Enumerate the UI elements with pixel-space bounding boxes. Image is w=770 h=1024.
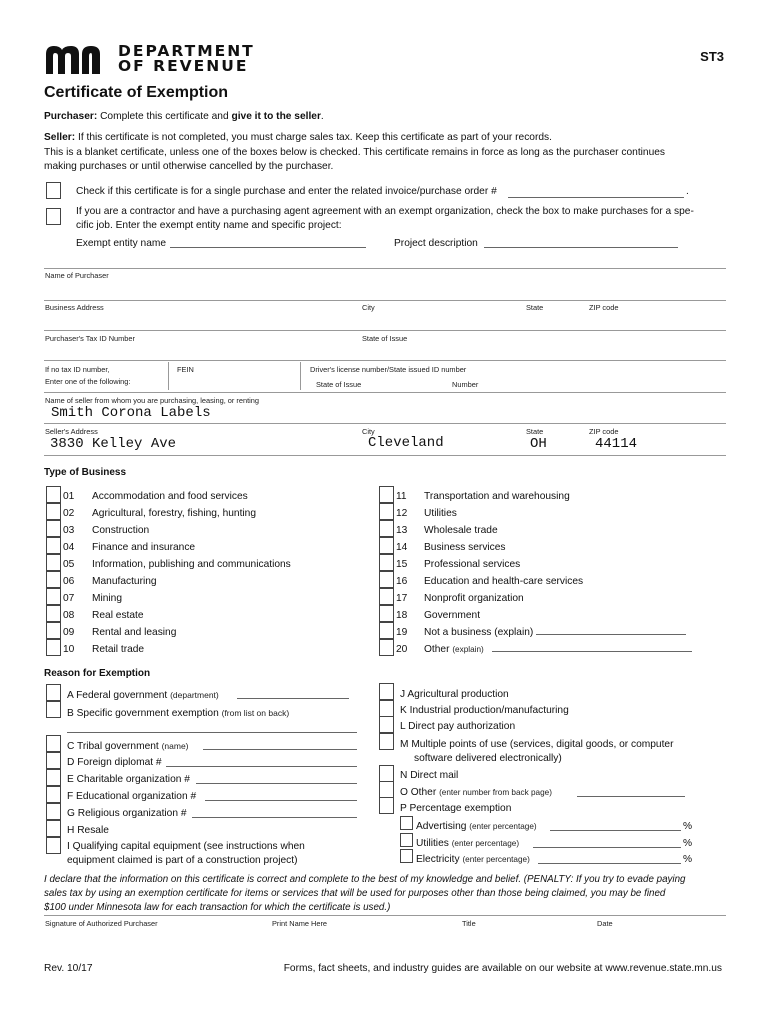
business-right-4-checkbox[interactable] [379,554,394,571]
seller-city-value[interactable]: Cleveland [368,435,444,451]
business-code: 07 [63,593,75,604]
reason-a-label: A Federal government (department) [67,690,219,701]
business-left-7-checkbox[interactable] [46,605,61,622]
reason-f-checkbox[interactable] [46,786,61,803]
reason-m-label-1: M Multiple points of use (services, digital goods, or computer [400,739,674,750]
contractor-line-2: cific job. Enter the exempt entity name and specific project: [76,220,342,231]
seller-zip-label: ZIP code [589,427,619,436]
reason-o-checkbox[interactable] [379,781,394,798]
fein-label: FEIN [177,365,194,374]
declaration-line-3: $100 under Minnesota law for each transaction for which the certificate is used.) [44,902,391,913]
reason-g-checkbox[interactable] [46,803,61,820]
business-left-1-checkbox[interactable] [46,503,61,520]
state-label: State [526,303,544,312]
page-title: Certificate of Exemption [44,84,229,101]
business-right-1-checkbox[interactable] [379,503,394,520]
department-logo-text: DEPARTMENT OF REVENUE [118,42,255,75]
print-name-label: Print Name Here [272,919,328,928]
business-code: 06 [63,576,75,587]
date-label: Date [597,919,613,928]
reason-h-label: H Resale [67,825,109,836]
name-of-purchaser-label: Name of Purchaser [45,271,109,280]
blanket-line-2: making purchases or until otherwise cancelled by the purchaser. [44,161,334,172]
reason-o-label: O Other (enter number from back page) [400,787,552,798]
seller-state-label: State [526,427,544,436]
reason-k-checkbox[interactable] [379,700,394,717]
business-left-2-checkbox[interactable] [46,520,61,537]
reason-j-label: J Agricultural production [400,689,509,700]
purchaser-instruction: Purchaser: Complete this certificate and give it to the seller. [44,111,324,122]
exempt-entity-label: Exempt entity name [76,238,167,249]
business-code: 02 [63,508,75,519]
invoice-number-field[interactable] [508,197,684,198]
title-label: Title [462,919,476,928]
business-label: Rental and leasing [92,627,177,638]
revision: Rev. 10/17 [44,963,93,974]
business-right-9-checkbox[interactable] [379,639,394,656]
footer-text: Forms, fact sheets, and industry guides are available on our website at www.revenue.state.mn.us [283,963,722,974]
seller-address-value[interactable]: 3830 Kelley Ave [50,436,177,452]
business-left-4-checkbox[interactable] [46,554,61,571]
utilities-checkbox[interactable] [400,833,413,847]
business-left-0-checkbox[interactable] [46,486,61,503]
business-label: Mining [92,593,123,604]
business-code: 09 [63,627,75,638]
business-label: Manufacturing [92,576,157,587]
reason-e-checkbox[interactable] [46,769,61,786]
type-of-business-heading: Type of Business [44,467,127,478]
reason-m-checkbox[interactable] [379,733,394,750]
utilities-label: Utilities (enter percentage) [416,838,520,849]
business-code: 12 [396,508,408,519]
tax-id-label: Purchaser's Tax ID Number [45,334,135,343]
business-label: Business services [424,542,506,553]
state-of-issue-label: State of Issue [362,334,408,343]
business-label: Wholesale trade [424,525,498,536]
business-label: Government [424,610,481,621]
reason-p-label: P Percentage exemption [400,803,512,814]
seller-state-value[interactable]: OH [530,436,547,452]
dl-number-label: Number [452,380,479,389]
seller-name-value[interactable]: Smith Corona Labels [51,405,211,421]
project-label: Project description [394,238,478,249]
reason-l-label: L Direct pay authorization [400,721,516,732]
business-label: Not a business (explain) [424,627,534,638]
reason-n-label: N Direct mail [400,770,459,781]
business-code: 08 [63,610,75,621]
reason-c-checkbox[interactable] [46,735,61,752]
business-right-2-checkbox[interactable] [379,520,394,537]
business-left-9-checkbox[interactable] [46,639,61,656]
seller-instruction: Seller: If this certificate is not completed, you must charge sales tax. Keep this certificate as part of your records. [44,132,552,143]
business-code: 01 [63,491,75,502]
business-right-3-checkbox[interactable] [379,537,394,554]
reason-p-checkbox[interactable] [379,797,394,814]
business-code: 04 [63,542,75,553]
business-label: Construction [92,525,150,536]
business-left-3-checkbox[interactable] [46,537,61,554]
seller-zip-value[interactable]: 44114 [595,436,638,452]
business-left-5-checkbox[interactable] [46,571,61,588]
single-purchase-label: Check if this certificate is for a single purchase and enter the related invoice/purchase order # [76,186,497,197]
reason-k-label: K Industrial production/manufacturing [400,705,569,716]
reason-i-label-2: equipment claimed is part of a construction project) [67,855,298,866]
reason-b-label: B Specific government exemption (from list on back) [67,708,290,719]
no-tax-id-label-1: If no tax ID number, [45,365,110,374]
business-right-0-checkbox[interactable] [379,486,394,503]
seller-address-label: Seller's Address [45,427,98,436]
divider [44,268,726,269]
business-code: 10 [63,644,75,655]
blanket-line-1: This is a blanket certificate, unless one of the boxes below is checked. This certificate remains in force as long as the purchaser continues [44,147,666,158]
business-left-8-checkbox[interactable] [46,622,61,639]
reason-heading: Reason for Exemption [44,668,151,679]
business-code: 15 [396,559,408,570]
business-label: Real estate [92,610,144,621]
seller-city-label: City [362,427,375,436]
business-label: Nonprofit organization [424,593,524,604]
business-right-6-checkbox[interactable] [379,588,394,605]
mn-logo-icon [44,44,114,74]
single-purchase-checkbox[interactable] [46,182,61,199]
business-address-label: Business Address [45,303,104,312]
exempt-entity-field[interactable] [170,247,366,248]
reason-b-checkbox[interactable] [46,701,61,718]
zip-label: ZIP code [589,303,619,312]
reason-d-label: D Foreign diplomat # [67,757,162,768]
business-label: Information, publishing and communications [92,559,291,570]
business-left-6-checkbox[interactable] [46,588,61,605]
declaration-line-2: sales tax by using an exemption certificate for items or services that will be used for purposes other than those being claimed, you may be fined [44,888,666,899]
business-label: Finance and insurance [92,542,196,553]
advertising-label: Advertising (enter percentage) [416,821,537,832]
other-explain-field[interactable] [492,651,692,652]
reason-d-checkbox[interactable] [46,752,61,769]
contractor-checkbox[interactable] [46,208,61,225]
business-label: Retail trade [92,644,145,655]
reason-l-checkbox[interactable] [379,716,394,733]
dl-state-label: State of Issue [316,380,362,389]
reason-f-label: F Educational organization # [67,791,197,802]
business-code: 11 [396,491,407,502]
project-field[interactable] [484,247,678,248]
declaration-line-1: I declare that the information on this certificate is correct and complete to the best of my knowledge and belief. (PENALTY: If you try to evade paying [44,874,686,885]
business-label: Agricultural, forestry, fishing, hunting [92,508,257,519]
signature-label: Signature of Authorized Purchaser [45,919,158,928]
reason-h-checkbox[interactable] [46,820,61,837]
reason-m-label-2: software delivered electronically) [414,753,562,764]
business-label: Education and health-care services [424,576,584,587]
business-code: 19 [396,627,408,638]
reason-n-checkbox[interactable] [379,765,394,782]
business-label: Transportation and warehousing [424,491,570,502]
advertising-checkbox[interactable] [400,816,413,830]
reason-i-checkbox[interactable] [46,837,61,854]
business-right-7-checkbox[interactable] [379,605,394,622]
business-code: 20 [396,644,408,655]
electricity-label: Electricity (enter percentage) [416,854,530,865]
business-code: 18 [396,610,408,621]
reason-c-label: C Tribal government (name) [67,741,189,752]
business-label: Accommodation and food services [92,491,248,502]
reason-g-label: G Religious organization # [67,808,187,819]
not-business-explain-field[interactable] [536,634,686,635]
business-label: Other (explain) [424,644,484,655]
business-label: Utilities [424,508,457,519]
form-code: ST3 [700,49,724,64]
business-code: 13 [396,525,408,536]
business-code: 05 [63,559,75,570]
business-code: 17 [396,593,408,604]
seller-name-label: Name of seller from whom you are purchasing, leasing, or renting [45,396,260,405]
reason-e-label: E Charitable organization # [67,774,190,785]
electricity-checkbox[interactable] [400,849,413,863]
contractor-line-1: If you are a contractor and have a purchasing agent agreement with an exempt organization, check the box to make purchases for a spe- [76,206,694,217]
city-label: City [362,303,375,312]
business-right-5-checkbox[interactable] [379,571,394,588]
no-tax-id-label-2: Enter one of the following: [45,377,131,386]
business-code: 14 [396,542,408,553]
reason-a-checkbox[interactable] [46,684,61,701]
business-right-8-checkbox[interactable] [379,622,394,639]
business-code: 16 [396,576,408,587]
reason-i-label-1: I Qualifying capital equipment (see instructions when [67,841,305,852]
business-label: Professional services [424,559,521,570]
dl-label: Driver's license number/State issued ID number [310,365,467,374]
business-code: 03 [63,525,75,536]
reason-j-checkbox[interactable] [379,683,394,700]
